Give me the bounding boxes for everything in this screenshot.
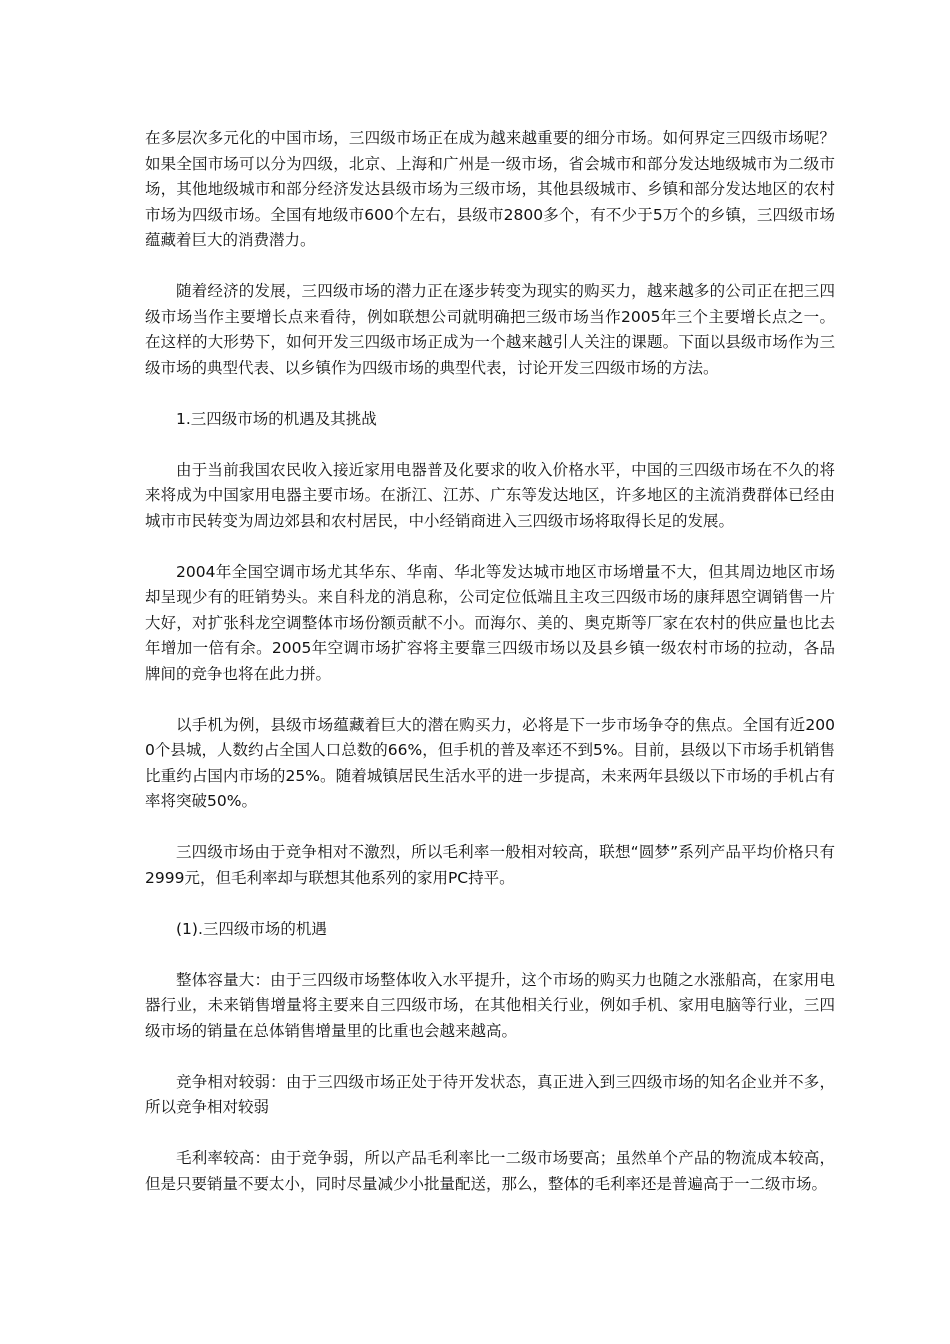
mobile-phone-paragraph: 以手机为例，县级市场蕴藏着巨大的潜在购买力，必将是下一步市场争夺的焦点。全国有近2000个县城，人数约占全国人口总数的66%，但手机的普及率还不到5%。目前，县级以下市场手机销售比重约占国内市场的25%。随着城镇居民生活水平的进一步提高，未来两年县级以下市场的手机占有率将突破50%。 [145, 715, 835, 810]
intro-paragraph: 在多层次多元化的中国市场，三四级市场正在成为越来越重要的细分市场。如何界定三四级市场呢？如果全国市场可以分为四级，北京、上海和广州是一级市场，省会城市和部分发达地级城市为二级市场，其他地级城市和部分经济发达县级市场为三级市场，其他县级城市、乡镇和部分发达地区的农村市场为四级市场。全国有地级市600个左右，县级市2800多个，有不少于5万个的乡镇，三四级市场蕴藏着巨大的消费潜力。 [145, 129, 835, 249]
growth-paragraph: 随着经济的发展，三四级市场的潜力正在逐步转变为现实的购买力，越来越多的公司正在把三四级市场当作主要增长点来看待，例如联想公司就明确把三级市场当作2005年三个主要增长点之一。在这样的大形势下，如何开发三四级市场正成为一个越来越引人关注的课题。下面以县级市场作为三级市场的典型代表、以乡镇作为四级市场的典型代表，讨论开发三四级市场的方法。 [145, 282, 835, 377]
document-body [145, 126, 835, 1223]
air-conditioner-paragraph: 2004年全国空调市场尤其华东、华南、华北等发达城市地区市场增量不大，但其周边地区市场却呈现少有的旺销势头。来自科龙的消息称，公司定位低端且主攻三四级市场的康拜恩空调销售一片大好，对扩张科龙空调整体市场份额贡献不小。而海尔、美的、奥克斯等厂家在农村的供应量也比去年增加一倍有余。2005年空调市场扩容将主要靠三四级市场以及县乡镇一级农村市场的拉动，各品牌间的竞争也将在此力拼。 [145, 562, 835, 683]
section-heading: 1.三四级市场的机遇及其挑战 [176, 409, 377, 428]
capacity-paragraph: 整体容量大：由于三四级市场整体收入水平提升，这个市场的购买力也随之水涨船高，在家用电器行业，未来销售增量将主要来自三四级市场，在其他相关行业，例如手机、家用电脑等行业，三四级市场的销量在总体销售增量里的比重也会越来越高。 [145, 970, 835, 1040]
appliance-market-paragraph: 由于当前我国农民收入接近家用电器普及化要求的收入价格水平，中国的三四级市场在不久的将来将成为中国家用电器主要市场。在浙江、江苏、广东等发达地区，许多地区的主流消费群体已经由城市市民转变为周边郊县和农村居民，中小经销商进入三四级市场将取得长足的发展。 [145, 460, 835, 530]
margin-paragraph: 三四级市场由于竞争相对不激烈，所以毛利率一般相对较高，联想“圆梦”系列产品平均价格只有2999元，但毛利率却与联想其他系列的家用PC持平。 [145, 843, 835, 887]
subsection-heading: (1).三四级市场的机遇 [176, 919, 327, 938]
competition-paragraph: 竞争相对较弱：由于三四级市场正处于待开发状态，真正进入到三四级市场的知名企业并不多，所以竞争相对较弱 [145, 1072, 835, 1116]
gross-margin-paragraph: 毛利率较高：由于竞争弱，所以产品毛利率比一二级市场要高；虽然单个产品的物流成本较高，但是只要销量不要太小，同时尽量减少小批量配送，那么，整体的毛利率还是普遍高于一二级市场。 [145, 1149, 835, 1193]
